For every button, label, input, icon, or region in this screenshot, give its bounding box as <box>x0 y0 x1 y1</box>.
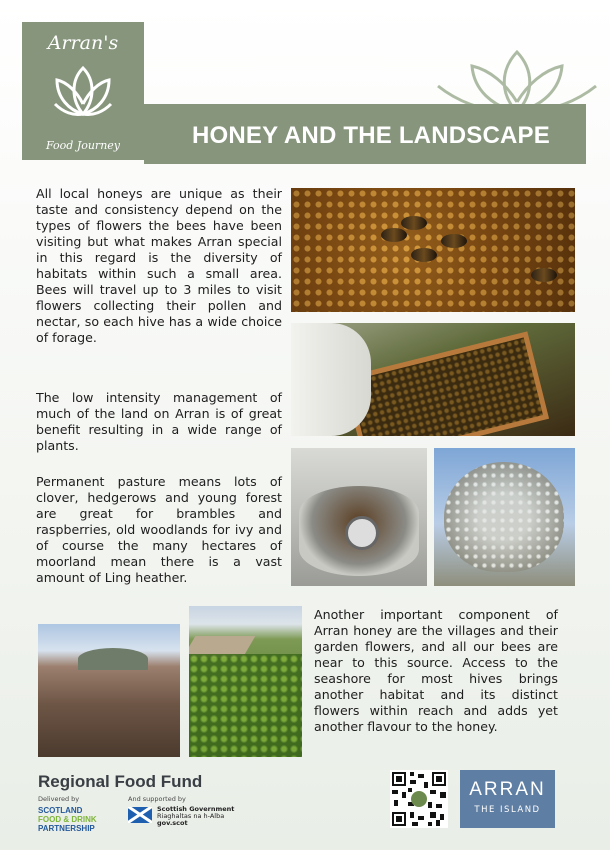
logo-title: Arran's <box>47 32 119 54</box>
sfdp-line-3: PARTNERSHIP <box>38 824 95 833</box>
arran-brand-main: ARRAN <box>469 779 546 800</box>
page-title: HONEY AND THE LANDSCAPE <box>192 122 550 149</box>
beekeeper-hive-frame-photo <box>291 323 575 436</box>
intro-paragraph: All local honeys are unique as their taste and consistency depend on the types of flowers the bees have been visiting but what makes Arran special in this regard is the diversity of habitats within such a small area. Bees will travel up to 3 miles to visit flowers collecting their pollen and nectar, so each hive has a wide choice of forage. <box>36 186 282 345</box>
title-banner <box>144 104 586 164</box>
gov-line-3: gov.scot <box>157 819 188 827</box>
delivered-by-label: Delivered by <box>38 795 80 803</box>
sfdp-line-1: SCOTLAND <box>38 806 83 815</box>
flowering-tree-photo <box>434 448 575 586</box>
arran-the-island-logo <box>460 770 555 828</box>
arran-brand-sub: THE ISLAND <box>474 805 541 815</box>
logo-subtitle: Food Journey <box>46 139 120 152</box>
scottish-government-logo <box>157 806 234 827</box>
lotus-icon <box>49 60 117 122</box>
saltire-flag-icon <box>128 807 152 823</box>
arran-food-journey-logo <box>22 22 144 160</box>
qr-code[interactable] <box>390 770 448 828</box>
gov-line-1: Scottish Government <box>157 805 235 813</box>
supported-by-label: And supported by <box>128 795 186 803</box>
bees-on-honeycomb-photo <box>291 188 575 312</box>
gov-line-2: Riaghaltas na h-Alba <box>157 812 225 820</box>
regional-food-fund-title: Regional Food Fund <box>38 772 203 791</box>
pasture-paragraph: Permanent pasture means lots of clover, hedgerows and young forest are great for brambles and raspberries, old woodlands for ivy and of course the many hectares of moorland mean there is a vast amount of Ling heather. <box>36 474 282 585</box>
land-management-paragraph: The low intensity management of much of the land on Arran is of great benefit resulting in a wide range of plants. <box>36 390 282 453</box>
sfdp-logo <box>38 806 97 833</box>
bramble-hedgerow-photo <box>189 606 302 757</box>
heather-moorland-photo <box>38 624 180 757</box>
villages-paragraph: Another important component of Arran honey are the villages and their garden flowers, and all our bees are near to this source. Access to the seashore for most hives brings another habitat and its distinct flowers within reach and adds yet another flavour to the honey. <box>314 607 558 734</box>
sfdp-line-2: FOOD & DRINK <box>38 815 97 824</box>
honey-extractor-photo <box>291 448 427 586</box>
